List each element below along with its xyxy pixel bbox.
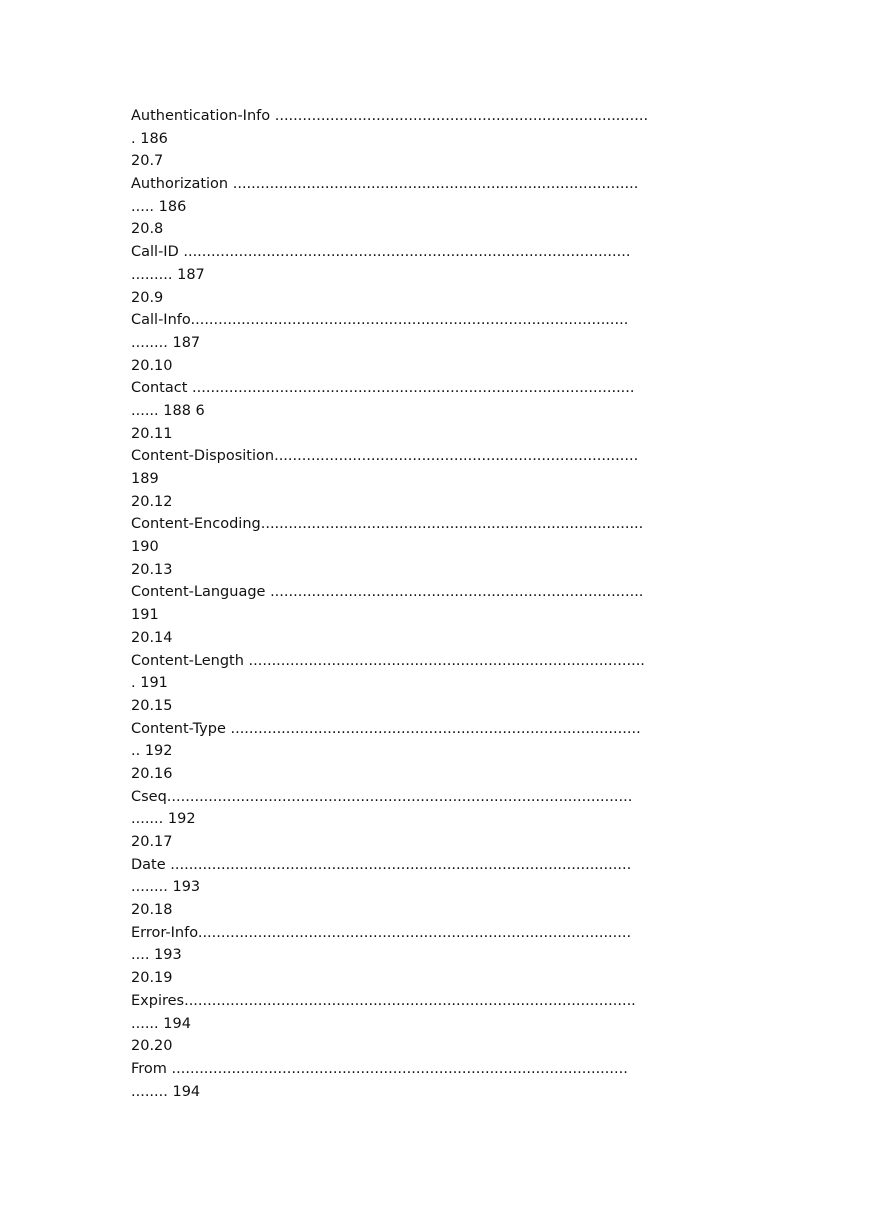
toc-line: 189 <box>131 471 159 487</box>
toc-line: Date .................................................................................................... <box>131 856 632 873</box>
toc-line: Expires.................................................................................................. <box>131 992 636 1009</box>
toc-line: .. 192 <box>131 743 173 760</box>
toc-line: .... 193 <box>131 947 182 964</box>
toc-line: ......... 187 <box>131 266 205 283</box>
toc-line: Authorization ........................................................................................ <box>131 176 639 193</box>
toc-line: ........ 187 <box>131 334 201 351</box>
toc-line: Call-ID ................................................................................................. <box>131 244 631 261</box>
toc-line: ........ 193 <box>131 879 201 896</box>
toc-line: 20.10 <box>131 357 173 374</box>
toc-line: 20.15 <box>131 697 173 714</box>
toc-line: . 191 <box>131 675 168 692</box>
toc-line: 20.9 <box>131 289 164 306</box>
toc-line: ...... 188 6 <box>131 402 205 419</box>
toc-line: Cseq..................................................................................................... <box>131 788 633 805</box>
toc-line: Content-Length ...................................................................................... <box>131 652 645 669</box>
toc-line: 20.12 <box>131 493 173 510</box>
toc-line: Error-Info.............................................................................................. <box>131 924 632 941</box>
toc-line: 20.18 <box>131 902 173 919</box>
toc-page <box>131 105 751 1103</box>
toc-line: 20.20 <box>131 1038 173 1055</box>
toc-line: Call-Info............................................................................................... <box>131 312 629 329</box>
toc-line: Content-Language ................................................................................. <box>131 584 644 601</box>
toc-line: 20.16 <box>131 765 173 782</box>
toc-line: ........ 194 <box>131 1083 201 1100</box>
toc-line: 191 <box>131 607 159 624</box>
toc-line: 20.14 <box>131 629 173 646</box>
toc-line: 190 <box>131 539 159 556</box>
toc-line: ..... 186 <box>131 198 187 215</box>
toc-line: 20.17 <box>131 834 173 850</box>
toc-line: . 186 <box>131 130 168 147</box>
toc-line: Content-Disposition............................................................................... <box>131 448 639 465</box>
toc-line: 20.13 <box>131 561 173 578</box>
toc-line: Authentication-Info ................................................................................. <box>131 108 649 124</box>
toc-line: Content-Encoding................................................................................... <box>131 516 644 533</box>
toc-line: Contact ................................................................................................ <box>131 380 635 397</box>
toc-line: 20.8 <box>131 221 164 238</box>
toc-line: ...... 194 <box>131 1015 191 1032</box>
toc-line: 20.19 <box>131 970 173 987</box>
toc-line: 20.11 <box>131 425 173 442</box>
toc-line: From ................................................................................................... <box>131 1060 628 1077</box>
toc-line: Content-Type ......................................................................................... <box>131 720 641 737</box>
toc-line: ....... 192 <box>131 811 196 828</box>
toc-line: 20.7 <box>131 153 164 170</box>
